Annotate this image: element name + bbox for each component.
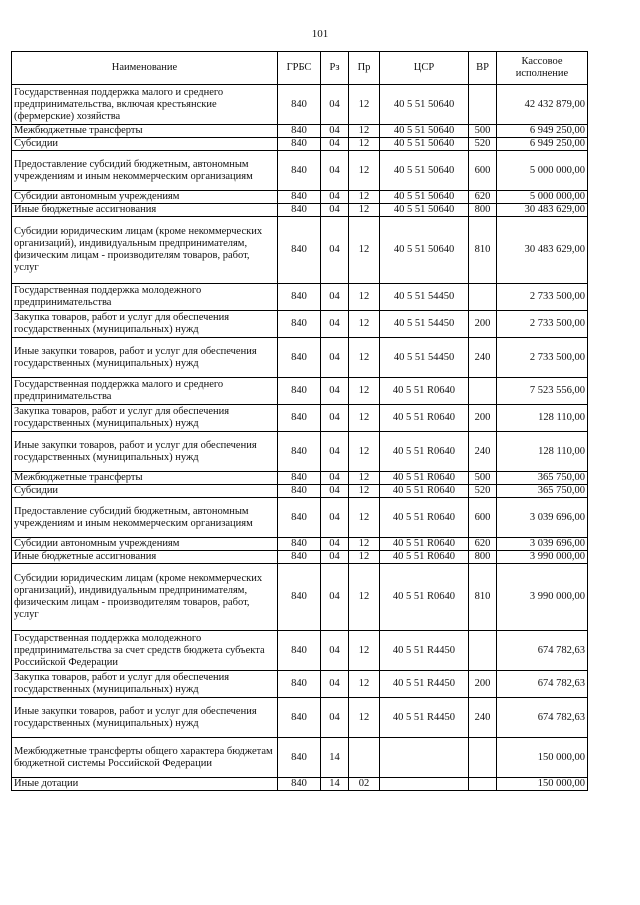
row-amount: 30 483 629,00 [497,217,588,284]
row-rz: 04 [321,498,349,538]
table-row [12,738,588,778]
row-amount: 7 523 556,00 [497,378,588,405]
table-row [12,564,588,631]
row-pr: 12 [349,405,380,432]
row-csr: 40 5 51 R0640 [380,405,469,432]
row-grbs: 840 [278,378,321,405]
row-pr: 12 [349,338,380,378]
row-pr: 12 [349,485,380,498]
table-row [12,432,588,472]
table-row [12,778,588,791]
table-row [12,378,588,405]
row-name: Субсидии [12,138,278,151]
table-row [12,671,588,698]
row-name: Государственная поддержка малого и среднего предпринимательства, включая крестьянские (фермерские) хозяйства [12,85,278,125]
row-rz: 04 [321,217,349,284]
row-pr: 12 [349,311,380,338]
row-pr: 12 [349,204,380,217]
table-row [12,191,588,204]
row-name: Государственная поддержка малого и среднего предпринимательства [12,378,278,405]
budget-table [11,51,588,791]
row-vr [469,738,497,778]
row-rz: 04 [321,138,349,151]
row-name: Субсидии юридическим лицам (кроме некоммерческих организаций), индивидуальным предпринимателям, физическим лицам - производителям товаров, работ, услуг [12,217,278,284]
table-row [12,311,588,338]
row-csr: 40 5 51 54450 [380,311,469,338]
row-rz: 04 [321,284,349,311]
row-csr: 40 5 51 R0640 [380,498,469,538]
row-rz: 04 [321,405,349,432]
header-csr: ЦСР [380,52,469,85]
row-csr: 40 5 51 R0640 [380,551,469,564]
row-amount: 2 733 500,00 [497,311,588,338]
row-name: Иные дотации [12,778,278,791]
row-name: Межбюджетные трансферты [12,125,278,138]
row-name: Государственная поддержка молодежного предпринимательства [12,284,278,311]
row-grbs: 840 [278,138,321,151]
row-csr: 40 5 51 50640 [380,217,469,284]
row-grbs: 840 [278,284,321,311]
row-vr: 620 [469,191,497,204]
row-csr: 40 5 51 R0640 [380,472,469,485]
row-csr: 40 5 51 50640 [380,191,469,204]
row-rz: 04 [321,338,349,378]
row-name: Межбюджетные трансферты [12,472,278,485]
table-row [12,284,588,311]
row-grbs: 840 [278,778,321,791]
row-amount: 5 000 000,00 [497,151,588,191]
row-amount: 3 039 696,00 [497,538,588,551]
header-rz: Рз [321,52,349,85]
row-grbs: 840 [278,191,321,204]
row-vr [469,85,497,125]
row-rz: 04 [321,432,349,472]
table-row [12,217,588,284]
row-grbs: 840 [278,217,321,284]
row-grbs: 840 [278,551,321,564]
row-grbs: 840 [278,125,321,138]
row-vr: 240 [469,698,497,738]
row-csr: 40 5 51 R4450 [380,698,469,738]
row-rz: 04 [321,698,349,738]
row-csr: 40 5 51 50640 [380,204,469,217]
header-name: Наименование [12,52,278,85]
row-amount: 30 483 629,00 [497,204,588,217]
row-csr [380,778,469,791]
row-grbs: 840 [278,151,321,191]
row-csr: 40 5 51 R0640 [380,432,469,472]
row-rz: 04 [321,125,349,138]
row-pr: 12 [349,125,380,138]
row-csr: 40 5 51 50640 [380,85,469,125]
row-amount: 2 733 500,00 [497,338,588,378]
row-name: Иные закупки товаров, работ и услуг для обеспечения государственных (муниципальных) нужд [12,432,278,472]
row-pr: 12 [349,284,380,311]
row-name: Субсидии автономным учреждениям [12,538,278,551]
row-amount: 6 949 250,00 [497,125,588,138]
row-amount: 128 110,00 [497,405,588,432]
row-vr: 600 [469,498,497,538]
row-rz: 04 [321,378,349,405]
row-vr: 600 [469,151,497,191]
row-pr: 12 [349,631,380,671]
row-vr: 810 [469,217,497,284]
row-grbs: 840 [278,85,321,125]
row-pr: 12 [349,698,380,738]
row-name: Субсидии [12,485,278,498]
row-pr: 12 [349,138,380,151]
row-name: Предоставление субсидий бюджетным, автономным учреждениям и иным некоммерческим организациям [12,151,278,191]
table-row [12,631,588,671]
row-csr: 40 5 51 R0640 [380,378,469,405]
table-row [12,125,588,138]
row-grbs: 840 [278,472,321,485]
header-amount: Кассовое исполнение [497,52,588,85]
row-vr [469,284,497,311]
row-vr: 520 [469,485,497,498]
row-vr: 520 [469,138,497,151]
row-rz: 04 [321,538,349,551]
row-name: Предоставление субсидий бюджетным, автономным учреждениям и иным некоммерческим организациям [12,498,278,538]
table-row [12,138,588,151]
row-pr: 12 [349,85,380,125]
row-amount: 365 750,00 [497,472,588,485]
row-grbs: 840 [278,538,321,551]
table-row [12,698,588,738]
table-row [12,472,588,485]
row-amount: 2 733 500,00 [497,284,588,311]
row-grbs: 840 [278,698,321,738]
table-row [12,538,588,551]
row-rz: 04 [321,311,349,338]
row-name: Субсидии юридическим лицам (кроме некоммерческих организаций), индивидуальным предпринимателям, физическим лицам - производителям товаров, работ, услуг [12,564,278,631]
table-row [12,498,588,538]
row-name: Иные бюджетные ассигнования [12,204,278,217]
row-grbs: 840 [278,432,321,472]
row-rz: 04 [321,204,349,217]
row-rz: 04 [321,191,349,204]
row-grbs: 840 [278,564,321,631]
row-pr: 12 [349,472,380,485]
row-pr: 12 [349,538,380,551]
row-amount: 3 039 696,00 [497,498,588,538]
row-csr [380,738,469,778]
table-header-row [12,52,588,85]
row-csr: 40 5 51 R0640 [380,564,469,631]
row-amount: 150 000,00 [497,778,588,791]
row-vr: 200 [469,405,497,432]
row-grbs: 840 [278,738,321,778]
row-csr: 40 5 51 54450 [380,338,469,378]
row-pr: 12 [349,432,380,472]
row-pr [349,738,380,778]
row-rz: 04 [321,85,349,125]
row-amount: 674 782,63 [497,631,588,671]
row-grbs: 840 [278,671,321,698]
row-csr: 40 5 51 50640 [380,125,469,138]
row-vr [469,378,497,405]
row-amount: 150 000,00 [497,738,588,778]
table-row [12,551,588,564]
row-amount: 42 432 879,00 [497,85,588,125]
row-csr: 40 5 51 R0640 [380,485,469,498]
row-pr: 02 [349,778,380,791]
row-pr: 12 [349,551,380,564]
row-rz: 14 [321,778,349,791]
row-vr: 200 [469,311,497,338]
header-grbs: ГРБС [278,52,321,85]
table-row [12,338,588,378]
row-csr: 40 5 51 54450 [380,284,469,311]
row-name: Закупка товаров, работ и услуг для обеспечения государственных (муниципальных) нужд [12,671,278,698]
row-pr: 12 [349,671,380,698]
table-row [12,151,588,191]
row-csr: 40 5 51 R4450 [380,631,469,671]
row-grbs: 840 [278,311,321,338]
row-rz: 04 [321,551,349,564]
row-pr: 12 [349,378,380,405]
row-rz: 14 [321,738,349,778]
row-vr [469,631,497,671]
table-row [12,405,588,432]
row-grbs: 840 [278,338,321,378]
row-vr [469,778,497,791]
row-name: Иные закупки товаров, работ и услуг для обеспечения государственных (муниципальных) нужд [12,338,278,378]
table-row [12,485,588,498]
row-pr: 12 [349,191,380,204]
row-grbs: 840 [278,498,321,538]
row-rz: 04 [321,151,349,191]
row-grbs: 840 [278,631,321,671]
row-pr: 12 [349,498,380,538]
page-number: 101 [311,28,329,40]
row-vr: 240 [469,338,497,378]
row-amount: 5 000 000,00 [497,191,588,204]
row-pr: 12 [349,564,380,631]
row-vr: 500 [469,125,497,138]
row-vr: 240 [469,432,497,472]
row-vr: 800 [469,204,497,217]
row-name: Межбюджетные трансферты общего характера бюджетам бюджетной системы Российской Федерации [12,738,278,778]
row-vr: 810 [469,564,497,631]
row-vr: 800 [469,551,497,564]
row-pr: 12 [349,151,380,191]
row-name: Закупка товаров, работ и услуг для обеспечения государственных (муниципальных) нужд [12,405,278,432]
row-rz: 04 [321,485,349,498]
row-csr: 40 5 51 R4450 [380,671,469,698]
table-row [12,85,588,125]
row-name: Субсидии автономным учреждениям [12,191,278,204]
row-csr: 40 5 51 50640 [380,138,469,151]
row-grbs: 840 [278,204,321,217]
row-amount: 6 949 250,00 [497,138,588,151]
row-rz: 04 [321,472,349,485]
row-grbs: 840 [278,405,321,432]
row-name: Иные закупки товаров, работ и услуг для обеспечения государственных (муниципальных) нужд [12,698,278,738]
row-grbs: 840 [278,485,321,498]
table-row [12,204,588,217]
row-rz: 04 [321,671,349,698]
row-vr: 620 [469,538,497,551]
row-amount: 3 990 000,00 [497,551,588,564]
row-amount: 365 750,00 [497,485,588,498]
row-amount: 674 782,63 [497,671,588,698]
header-vr: ВР [469,52,497,85]
row-pr: 12 [349,217,380,284]
row-name: Закупка товаров, работ и услуг для обеспечения государственных (муниципальных) нужд [12,311,278,338]
row-vr: 200 [469,671,497,698]
row-csr: 40 5 51 50640 [380,151,469,191]
row-amount: 128 110,00 [497,432,588,472]
row-rz: 04 [321,631,349,671]
row-name: Иные бюджетные ассигнования [12,551,278,564]
row-amount: 674 782,63 [497,698,588,738]
row-name: Государственная поддержка молодежного предпринимательства за счет средств бюджета субъекта Российской Федерации [12,631,278,671]
header-pr: Пр [349,52,380,85]
row-vr: 500 [469,472,497,485]
row-amount: 3 990 000,00 [497,564,588,631]
row-rz: 04 [321,564,349,631]
row-csr: 40 5 51 R0640 [380,538,469,551]
